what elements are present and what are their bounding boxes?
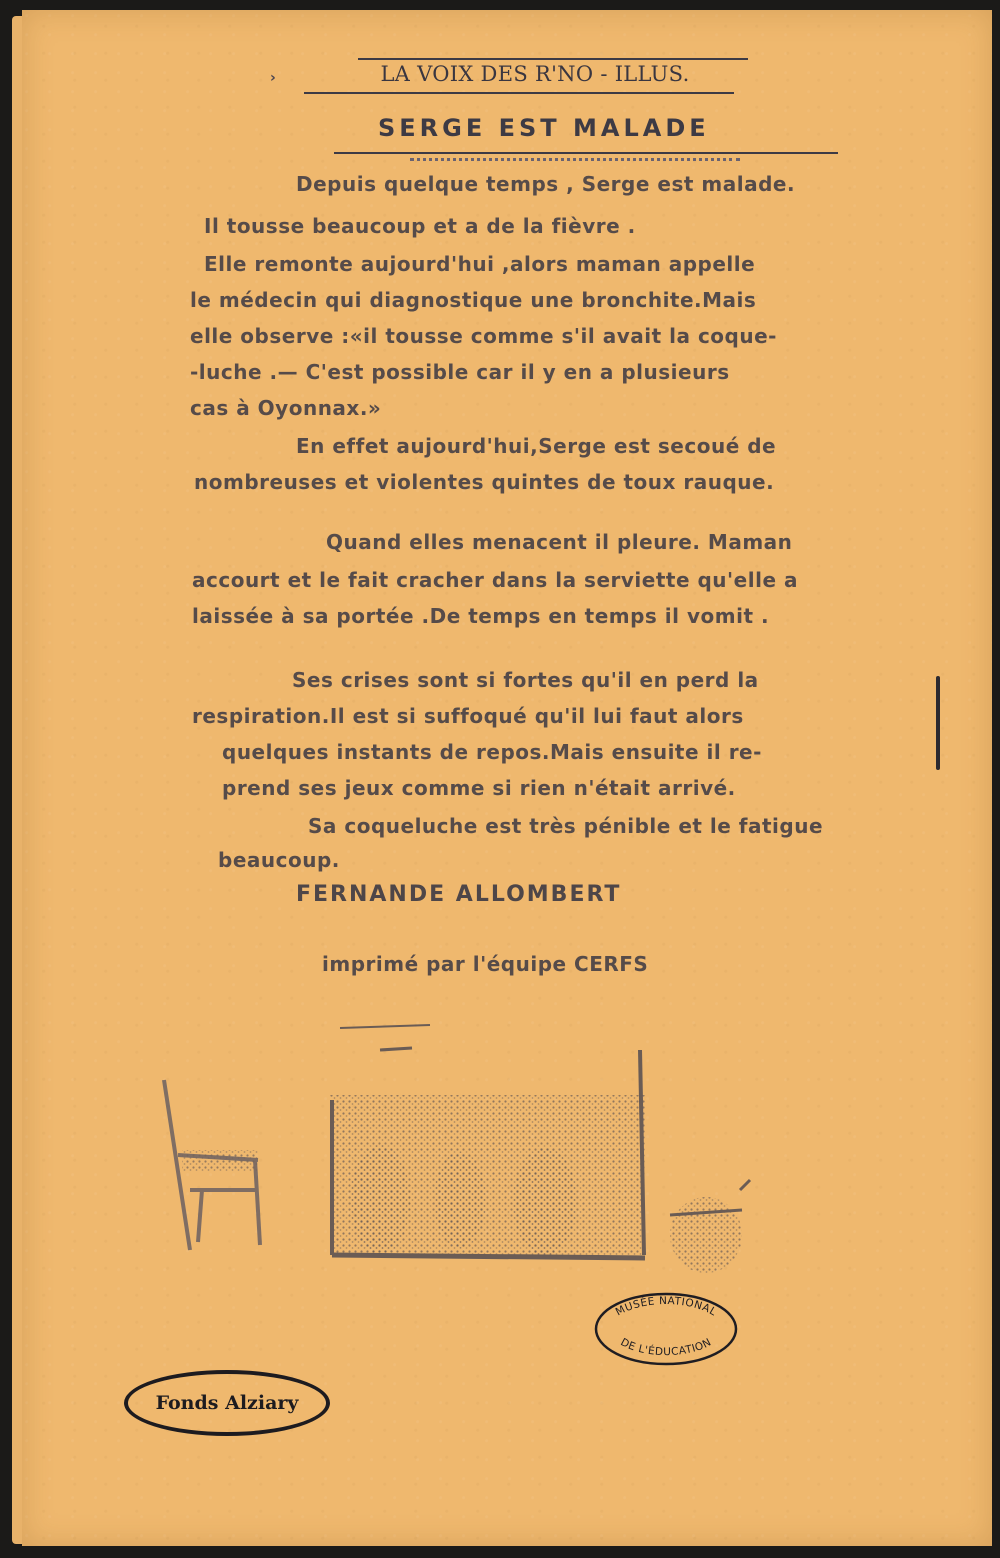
text-line: Quand elles menacent il pleure. Maman xyxy=(326,530,793,554)
chair-drawing xyxy=(164,1080,260,1250)
fonds-stamp-label: Fonds Alziary xyxy=(155,1392,299,1414)
text-line: Sa coqueluche est très pénible et le fatigue xyxy=(308,814,824,838)
text-line: quelques instants de repos.Mais ensuite il re- xyxy=(222,740,762,764)
text-line: respiration.Il est si suffoqué qu'il lui faut alors xyxy=(192,704,744,728)
fonds-alziary-stamp xyxy=(124,1370,330,1436)
svg-text:DE L'ÉDUCATION xyxy=(618,1336,713,1358)
museum-stamp-bottom: DE L'ÉDUCATION xyxy=(618,1336,714,1359)
text-line: Depuis quelque temps , Serge est malade. xyxy=(296,172,796,196)
pot-drawing xyxy=(670,1180,750,1273)
text-line: Elle remonte aujourd'hui ,alors maman appelle xyxy=(204,252,756,276)
text-line: Il tousse beaucoup et a de la fièvre . xyxy=(204,214,636,238)
author-signature: FERNANDE ALLOMBERT xyxy=(296,882,622,907)
title-underline xyxy=(334,152,838,154)
stove-illustration xyxy=(150,1010,770,1300)
text-line: cas à Oyonnax.» xyxy=(190,396,382,420)
header-rule-bottom xyxy=(304,92,734,94)
margin-bar xyxy=(936,676,940,770)
newspaper-header xyxy=(300,52,750,96)
header-text: LA VOIX DES R'NO - ILLUS. xyxy=(380,62,690,86)
text-line: nombreuses et violentes quintes de toux rauque. xyxy=(194,470,775,494)
margin-mark: › xyxy=(270,70,277,86)
text-line: Ses crises sont si fortes qu'il en perd la xyxy=(292,668,759,692)
text-line: laissée à sa portée .De temps en temps il vomit . xyxy=(192,604,770,628)
musee-national-stamp xyxy=(592,1290,740,1368)
text-line: beaucoup. xyxy=(218,848,340,872)
museum-stamp-top: MUSÉE NATIONAL xyxy=(613,1294,719,1319)
text-line: elle observe :«il tousse comme s'il avait la coque- xyxy=(190,324,777,348)
text-line: -luche .— C'est possible car il y en a plusieurs xyxy=(190,360,730,384)
fireplace-drawing xyxy=(330,1025,645,1258)
header-rule-top xyxy=(358,58,748,60)
text-line: accourt et le fait cracher dans la serviette qu'elle a xyxy=(192,568,798,592)
title-dotted-underline xyxy=(410,158,740,161)
text-line: prend ses jeux comme si rien n'était arrivé. xyxy=(222,776,736,800)
article-title: SERGE EST MALADE xyxy=(378,114,710,142)
text-line: le médecin qui diagnostique une bronchite.Mais xyxy=(190,288,757,312)
printer-credit: imprimé par l'équipe CERFS xyxy=(322,952,649,976)
text-line: En effet aujourd'hui,Serge est secoué de xyxy=(296,434,777,458)
